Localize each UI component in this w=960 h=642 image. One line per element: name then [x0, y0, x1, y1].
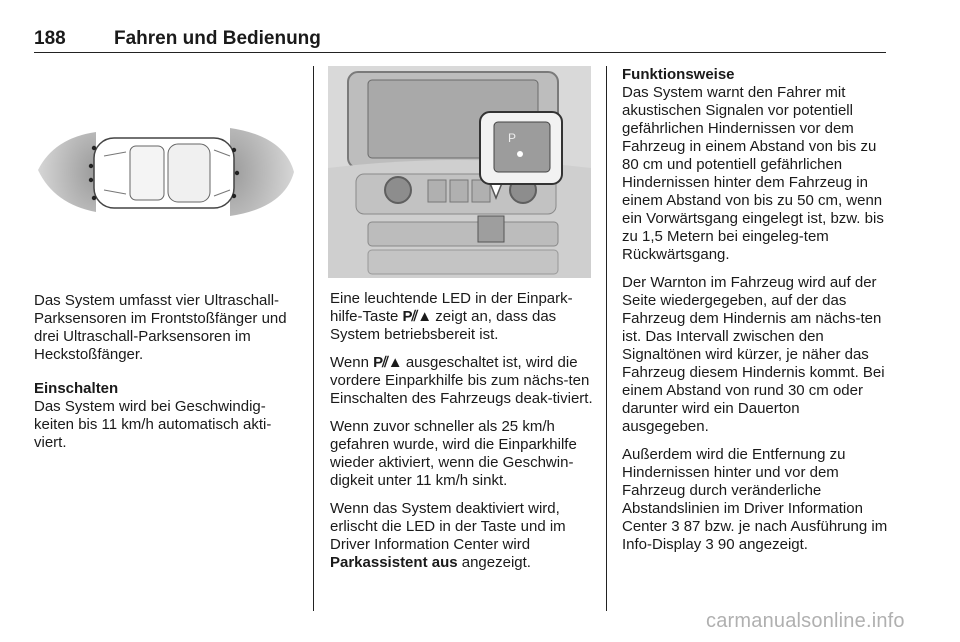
einschalten-section	[34, 380, 300, 452]
display-paragraph	[622, 446, 890, 554]
intro-paragraph: Das System umfasst vier Ultraschall-Parksensoren im Frontstoßfänger und drei Ultraschall-Parksensoren im Heckstoßfänger.	[34, 292, 287, 363]
parking-sensor-diagram	[34, 66, 299, 278]
heading-einschalten: Einschalten	[34, 380, 119, 397]
heading-funktionsweise: Funktionsweise	[622, 66, 735, 83]
tone-paragraph: Der Warnton im Fahrzeug wird auf der Seite wiedergegeben, auf der das Fahrzeug dem Hindernis am nächs-ten ist. Das Intervall zwischen den Signaltönen wird kürzer, je näher das Fahrzeug diesem Hindernis kommt. Bei einem Abstand von rund 30 cm oder darunter wird ein Dauerton ausgegeben.	[622, 274, 885, 435]
car-top-view-illustration	[34, 66, 299, 278]
display-text-end: angezeigt.	[738, 536, 808, 553]
page-title: Fahren und Bedienung	[114, 28, 321, 49]
column-divider-1	[313, 66, 314, 611]
page-reference-90-link[interactable]: 3 90	[705, 536, 735, 553]
column-divider-2	[606, 66, 607, 611]
deactivate-text-end: angezeigt.	[461, 554, 531, 571]
deactivate-text-start: Wenn das System deaktiviert wird, erlischt die LED in der Taste und im Driver Information Center wird	[330, 500, 566, 553]
column-1-text	[34, 292, 300, 462]
display-text-start: Außerdem wird die Entfernung zu Hindernissen hinter und vor dem Fahrzeug durch veränderliche Abstandslinien im Driver Information Center	[622, 446, 863, 535]
deactivate-paragraph	[330, 500, 594, 572]
park-assist-symbol-icon: P⫽▲	[373, 354, 402, 371]
speed-paragraph: Wenn zuvor schneller als 25 km/h gefahren wurde, wird die Einparkhilfe wieder aktiviert, wenn die Geschwin-digkeit unter 11 km/h sinkt.	[330, 418, 577, 489]
display-text-middle: bzw. je nach Ausführung im Info-Display	[622, 518, 888, 553]
center-console-illustration	[328, 66, 591, 278]
page-number: 188	[34, 28, 66, 49]
off-text-end: ausgeschaltet ist, wird die vordere Einparkhilfe bis zum nächs-ten Einschalten des Fahrzeugs deak-tiviert.	[330, 354, 593, 407]
einschalten-paragraph: Das System wird bei Geschwindig-keiten bis 11 km/h automatisch akti-viert.	[34, 398, 272, 451]
funktionsweise-section	[622, 66, 890, 264]
column-3-text	[622, 66, 890, 564]
parkassistent-aus-label: Parkassistent aus	[330, 554, 458, 571]
led-paragraph	[330, 290, 594, 344]
column-2-text	[330, 290, 594, 582]
page-header	[34, 28, 886, 53]
led-text-start: Eine leuchtende LED in der Einpark-hilfe-Taste	[330, 290, 573, 325]
console-button-label: P	[508, 131, 517, 145]
warning-paragraph: Das System warnt den Fahrer mit akustischen Signalen vor potentiell gefährlichen Hindernissen vor dem Fahrzeug in einem Abstand von bis zu 80 cm und potentiell gefährlichen Hindernissen hinter dem Fahrzeug in einem Abstand von bis zu 50 cm, wenn ein Vorwärtsgang eingelegt ist, bzw. bis zu 1,5 Metern bei eingeleg-tem Rückwärtsgang.	[622, 84, 884, 263]
off-paragraph	[330, 354, 594, 408]
led-text-end: zeigt an, dass das System betriebsbereit ist.	[330, 308, 557, 343]
page-reference-87-link[interactable]: 3 87	[671, 518, 701, 535]
console-drawing	[328, 66, 591, 278]
off-text-start: Wenn	[330, 354, 369, 371]
park-assist-symbol-icon: P⫽▲	[402, 308, 432, 325]
watermark: carmanualsonline.info	[706, 610, 905, 632]
